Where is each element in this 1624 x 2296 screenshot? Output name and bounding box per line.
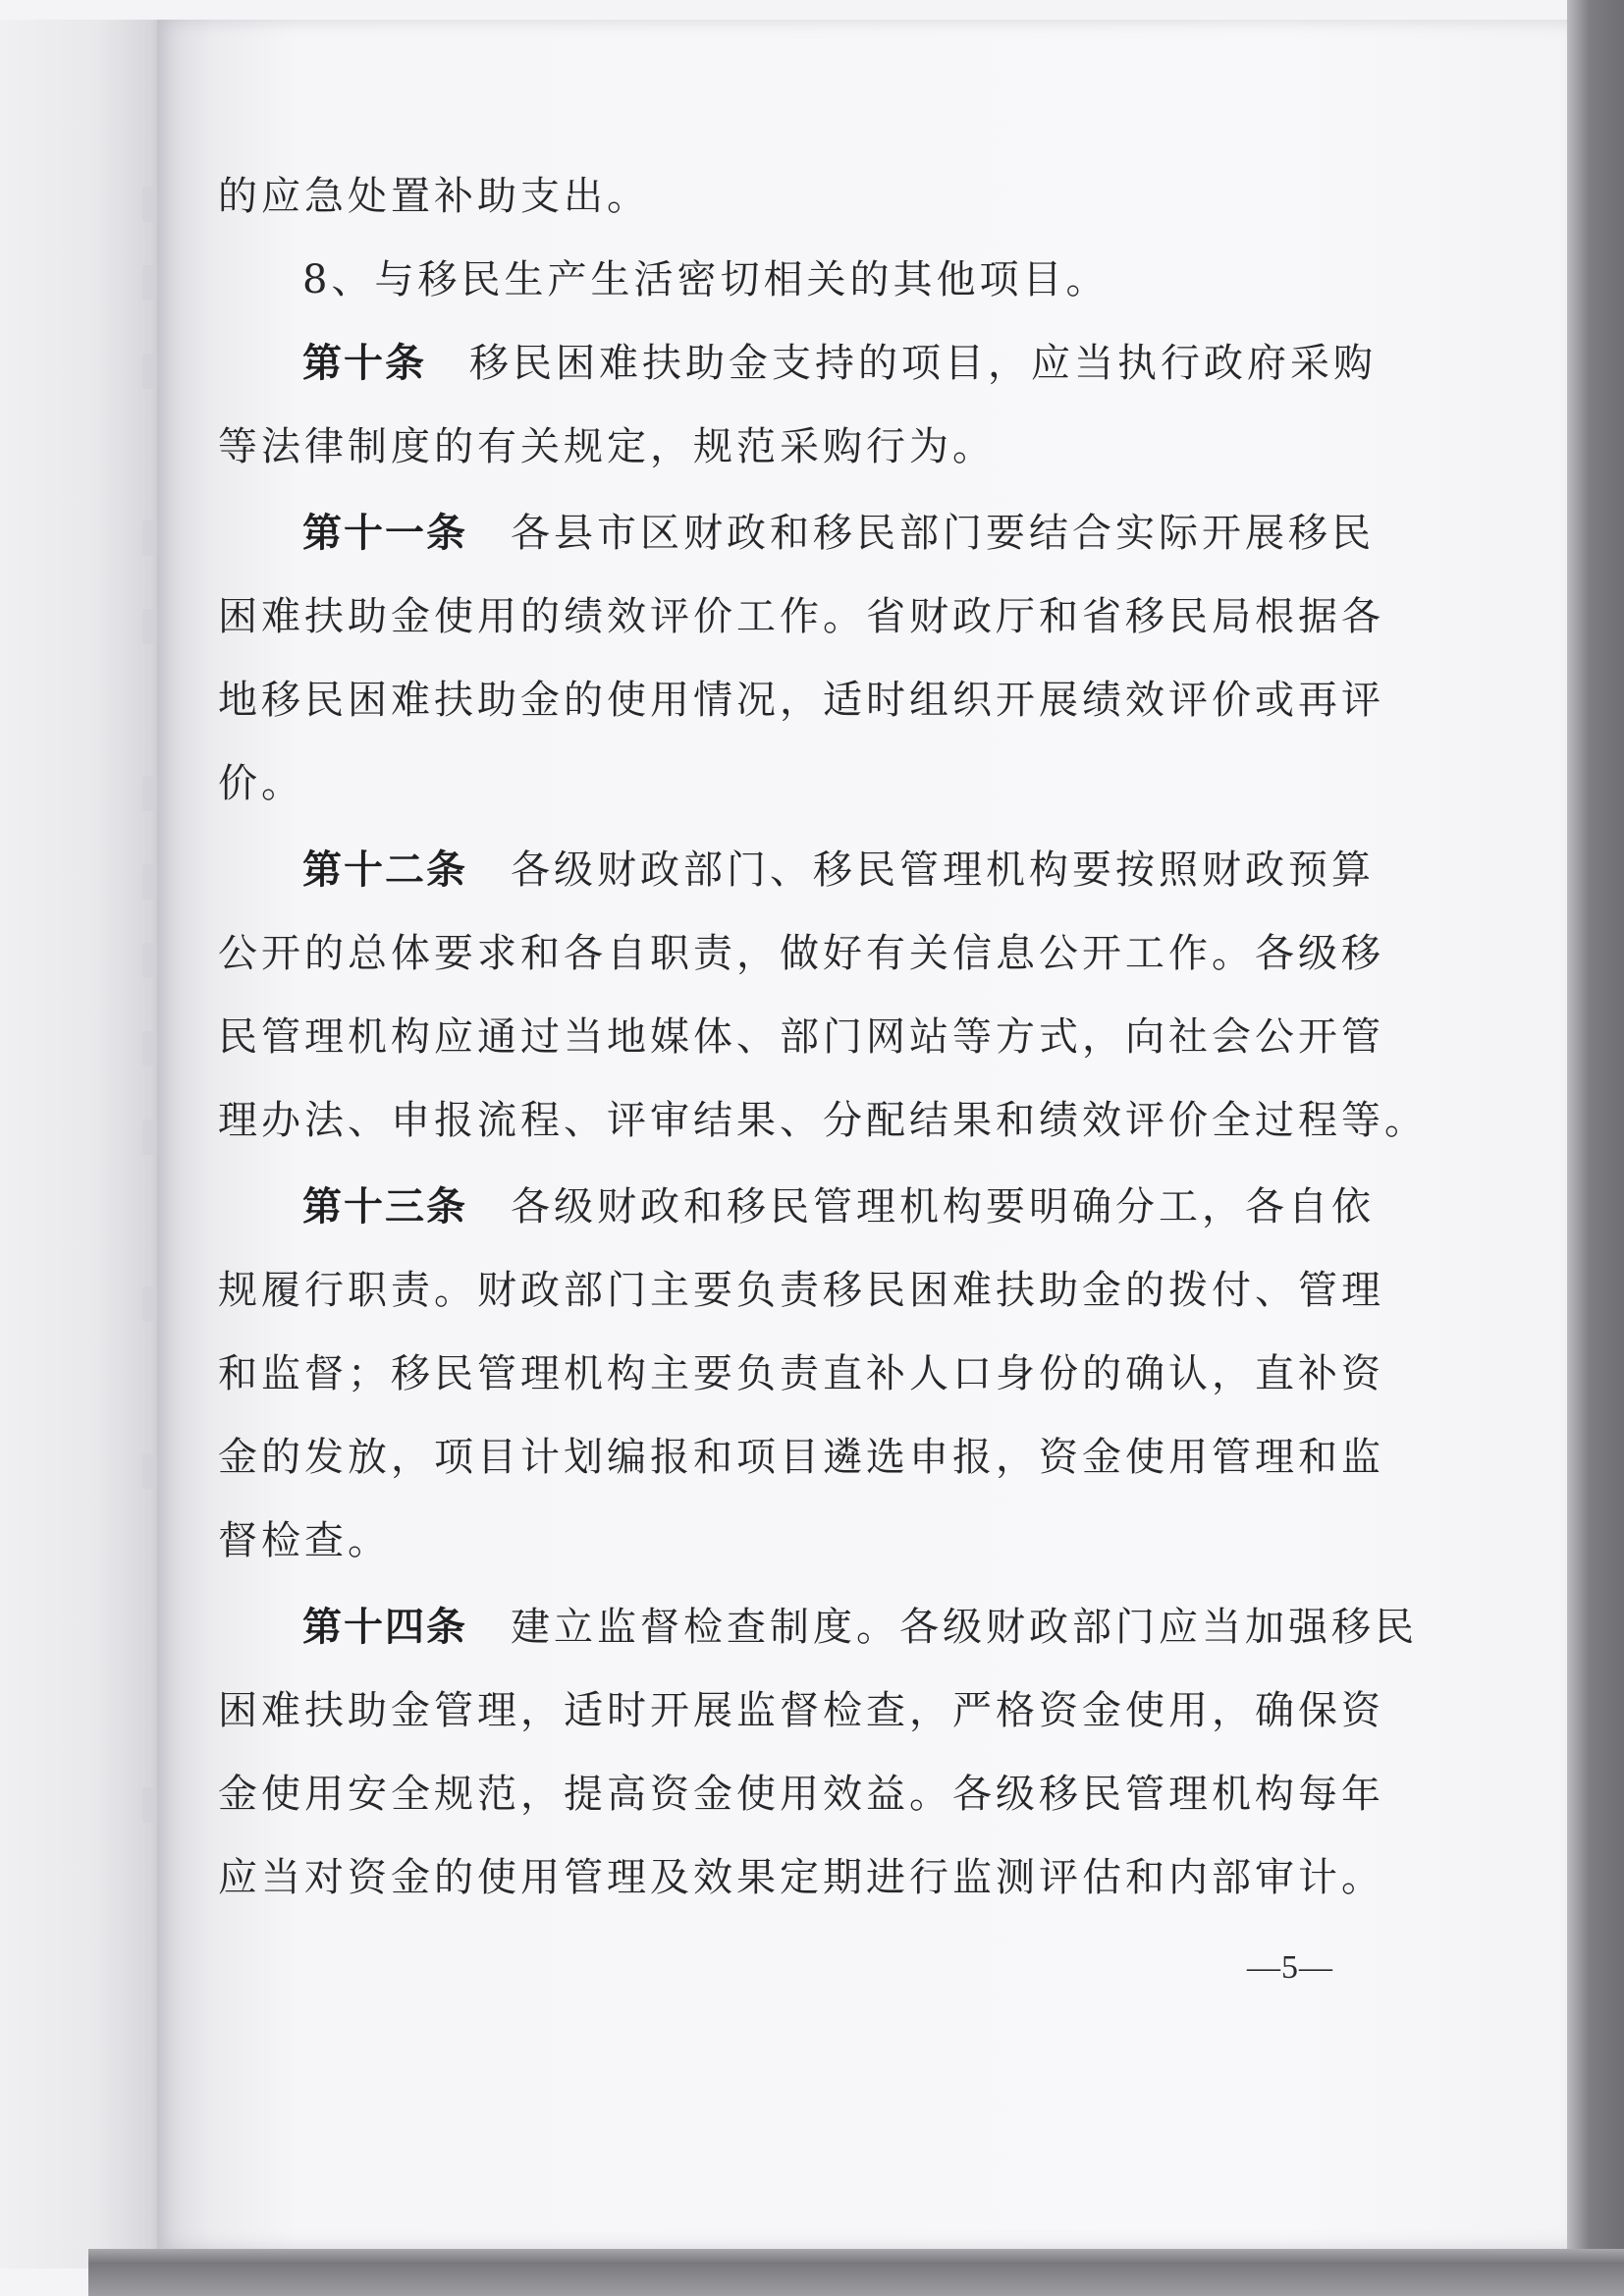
article-14 [218, 1598, 1418, 1657]
article-14-label: 第十四条 [302, 1605, 467, 1650]
scanner-edge-bottom [88, 2249, 1624, 2296]
bleed-through-marks [0, 20, 172, 2269]
text-line: 应当对资金的使用管理及效果定期进行监测评估和内部审计。 [218, 1855, 1384, 1900]
text-line: 困难扶助金管理，适时开展监督检查，严格资金使用，确保资 [218, 1688, 1384, 1733]
article-14-text: 建立监督检查制度。各级财政部门应当加强移民 [511, 1605, 1418, 1650]
text-line: 困难扶助金使用的绩效评价工作。省财政厅和省移民局根据各 [218, 594, 1384, 639]
article-11-label: 第十一条 [302, 511, 467, 556]
article-12 [218, 841, 1375, 900]
text-line: 督检查。 [218, 1518, 391, 1563]
text-line: 金使用安全规范，提高资金使用效益。各级移民管理机构每年 [218, 1772, 1384, 1817]
text-line: 理办法、申报流程、评审结果、分配结果和绩效评价全过程等。 [218, 1098, 1428, 1143]
text-line: 地移民困难扶助金的使用情况，适时组织开展绩效评价或再评 [218, 678, 1384, 723]
page-number: —5— [1247, 1949, 1333, 1986]
text-line: 等法律制度的有关规定，规范采购行为。 [218, 424, 996, 469]
article-10 [218, 334, 1377, 393]
article-10-label: 第十条 [302, 341, 426, 386]
article-10-text: 移民困难扶助金支持的项目，应当执行政府采购 [469, 341, 1377, 386]
text-line: 和监督；移民管理机构主要负责直补人口身份的确认，直补资 [218, 1351, 1384, 1396]
scanner-edge-right [1567, 0, 1624, 2296]
text-line: 金的发放，项目计划编报和项目遴选申报，资金使用管理和监 [218, 1435, 1384, 1480]
article-13-label: 第十三条 [302, 1184, 467, 1230]
text-line: 公开的总体要求和各自职责，做好有关信息公开工作。各级移 [218, 931, 1384, 976]
article-12-label: 第十二条 [302, 847, 467, 893]
text-line: 价。 [218, 761, 304, 806]
text-line: 规履行职责。财政部门主要负责移民困难扶助金的拨付、管理 [218, 1268, 1384, 1313]
text-line: 的应急处置补助支出。 [218, 174, 650, 219]
facing-page-edge [0, 20, 172, 2269]
article-12-text: 各级财政部门、移民管理机构要按照财政预算 [511, 847, 1375, 893]
article-13-text: 各级财政和移民管理机构要明确分工，各自依 [511, 1184, 1375, 1230]
article-11-text: 各县市区财政和移民部门要结合实际开展移民 [511, 511, 1375, 556]
text-line: 民管理机构应通过当地媒体、部门网站等方式，向社会公开管 [218, 1014, 1384, 1060]
list-item-8: 8、与移民生产生活密切相关的其他项目。 [302, 257, 1110, 302]
article-13 [218, 1177, 1375, 1236]
article-11 [218, 504, 1375, 563]
